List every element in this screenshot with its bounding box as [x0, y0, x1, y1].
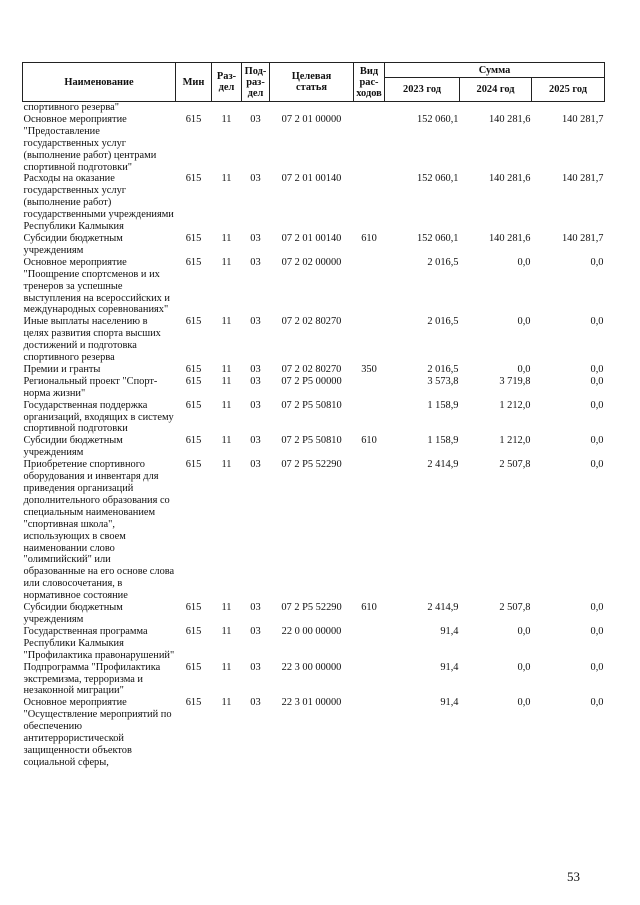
cell-min: 615	[185, 375, 202, 387]
cell-podrazdel: 03	[250, 459, 261, 471]
cell-2024: 1 212,0	[499, 399, 531, 411]
header-podrazdel: Под- раз- дел	[242, 63, 270, 102]
cell-name: Субсидии бюджетным учреждениям	[23, 435, 123, 459]
page-number: 53	[567, 869, 580, 884]
header-target: Целевая статья	[270, 63, 354, 102]
cell-podrazdel: 03	[250, 697, 261, 709]
cell-min: 615	[185, 697, 202, 709]
cell-2025: 140 281,7	[561, 232, 604, 244]
cell-vid	[354, 173, 385, 233]
table-row	[23, 662, 605, 698]
table-row	[23, 376, 605, 400]
cell-min: 615	[185, 232, 202, 244]
cell-razdel: 11	[221, 363, 232, 375]
cell-target: 07 2 P5 52290	[281, 602, 342, 614]
cell-min: 615	[185, 256, 202, 268]
cell-target: 07 2 02 80270	[281, 316, 342, 328]
cell-razdel: 11	[221, 375, 232, 387]
cell-vid	[354, 376, 385, 400]
table-row	[23, 233, 605, 257]
cell-razdel: 11	[221, 435, 232, 447]
cell-podrazdel: 03	[250, 625, 261, 637]
cell-min: 615	[185, 625, 202, 637]
cell-target: 07 2 01 00140	[281, 232, 342, 244]
cell-razdel: 11	[221, 316, 232, 328]
table-row	[23, 697, 605, 768]
header-2025: 2025 год	[532, 78, 605, 102]
cell-razdel: 11	[221, 399, 232, 411]
table-row	[23, 173, 605, 233]
cell-2024: 0,0	[517, 316, 531, 328]
cell-razdel: 11	[221, 602, 232, 614]
cell-target: 07 2 P5 52290	[281, 459, 342, 471]
cell-2024: 2 507,8	[499, 602, 531, 614]
table-row	[23, 114, 605, 174]
cell-vid	[354, 316, 385, 364]
header-razdel: Раз- дел	[212, 63, 242, 102]
cell-2023: 91,4	[440, 697, 459, 709]
cell-min: 615	[185, 363, 202, 375]
cell-podrazdel: 03	[250, 316, 261, 328]
table-row	[23, 364, 605, 376]
cell-vid: 610	[361, 435, 377, 447]
table-row	[23, 102, 605, 114]
cell-2023: 2 016,5	[427, 256, 459, 268]
cell-name: Субсидии бюджетным учреждениям	[23, 602, 123, 625]
cell-2025: 0,0	[590, 316, 604, 328]
cell-2025: 0,0	[590, 363, 604, 375]
header-2023: 2023 год	[385, 78, 460, 102]
cell-podrazdel: 03	[250, 363, 261, 375]
cell-vid: 610	[361, 602, 377, 614]
cell-target: 22 3 00 00000	[281, 661, 342, 673]
table-row	[23, 257, 605, 317]
cell-2024: 2 507,8	[499, 459, 531, 471]
cell-2024: 0,0	[517, 363, 531, 375]
cell-name: Субсидии бюджетным учреждениям	[23, 232, 123, 256]
cell-2025: 0,0	[590, 625, 604, 637]
cell-vid	[354, 400, 385, 436]
cell-min: 615	[185, 399, 202, 411]
cell-2024: 1 212,0	[499, 435, 531, 447]
cell-razdel: 11	[221, 173, 232, 185]
table-row	[23, 400, 605, 436]
cell-target: 22 0 00 00000	[281, 625, 342, 637]
table-row	[23, 626, 605, 662]
cell-2025: 0,0	[590, 435, 604, 447]
cell-2025: 0,0	[590, 459, 604, 471]
cell-podrazdel: 03	[250, 602, 261, 614]
cell-2025: 140 281,7	[561, 113, 604, 125]
cell-min: 615	[185, 173, 202, 185]
cell-vid: 610	[361, 232, 377, 244]
cell-name: Подпрограмма "Профилактика экстремизма, терроризма и незаконной миграции"	[23, 661, 161, 697]
table-body	[23, 102, 605, 769]
cell-target: 07 2 P5 50810	[281, 435, 342, 447]
cell-name: Премии и гранты	[23, 363, 101, 375]
cell-2023: 2 016,5	[427, 363, 459, 375]
cell-name: спортивного резерва"	[23, 102, 119, 113]
cell-target: 07 2 01 00140	[281, 173, 342, 185]
cell-2023: 2 414,9	[427, 459, 459, 471]
cell-vid	[354, 459, 385, 602]
cell-2025: 140 281,7	[561, 173, 604, 185]
cell-razdel: 11	[221, 256, 232, 268]
cell-name: Государственная поддержка организаций, входящих в систему спортивной подготовки	[23, 399, 174, 435]
cell-razdel	[212, 102, 242, 114]
cell-min: 615	[185, 435, 202, 447]
cell-2023: 152 060,1	[416, 232, 459, 244]
cell-name: Иные выплаты населению в целях развития спорта высших достижений и подготовка спортивного резерва	[23, 316, 161, 364]
cell-2024: 3 719,8	[499, 375, 531, 387]
cell-target: 07 2 02 00000	[281, 256, 342, 268]
cell-2025: 0,0	[590, 602, 604, 614]
cell-2024: 140 281,6	[488, 113, 531, 125]
cell-name: Приобретение спортивного оборудования и инвентаря для приведения организаций дополнительного образования со специальным наименованием "спортивная школа", использующих в своем наименовании слово "олимпийский" или образованные на его основе слова или словосочетания, в нормативное состояние	[23, 459, 175, 602]
cell-vid	[354, 662, 385, 698]
cell-name: Региональный проект "Спорт-норма жизни"	[23, 375, 158, 399]
header-min: Мин	[176, 63, 212, 102]
cell-vid	[354, 102, 385, 114]
cell-vid	[354, 257, 385, 317]
cell-2025: 0,0	[590, 256, 604, 268]
cell-2024: 140 281,6	[488, 173, 531, 185]
cell-podrazdel	[242, 102, 270, 114]
cell-2024: 0,0	[517, 256, 531, 268]
cell-name: Государственная программа Республики Калмыкия "Профилактика правонарушений"	[23, 625, 175, 661]
cell-2023	[385, 102, 460, 114]
table-row	[23, 459, 605, 602]
cell-target: 07 2 P5 50810	[281, 399, 342, 411]
cell-target: 07 2 01 00000	[281, 113, 342, 125]
cell-podrazdel: 03	[250, 173, 261, 185]
cell-2023: 91,4	[440, 661, 459, 673]
cell-2023: 1 158,9	[427, 435, 459, 447]
cell-razdel: 11	[221, 697, 232, 709]
table-row	[23, 316, 605, 364]
cell-2024: 0,0	[517, 697, 531, 709]
header-sum: Сумма	[385, 63, 605, 78]
cell-target: 07 2 02 80270	[281, 363, 342, 375]
cell-name: Основное мероприятие "Предоставление государственных услуг (выполнение работ) центрами спортивной подготовки"	[23, 113, 157, 173]
header-vid: Вид рас- ходов	[354, 63, 385, 102]
cell-vid	[354, 626, 385, 662]
cell-2025	[532, 102, 605, 114]
cell-2023: 1 158,9	[427, 399, 459, 411]
cell-min: 615	[185, 459, 202, 471]
cell-2023: 152 060,1	[416, 173, 459, 185]
cell-name: Основное мероприятие "Осуществление мероприятий по обеспечению антитеррористической защищенности объектов социальной сферы,	[23, 697, 172, 768]
cell-podrazdel: 03	[250, 256, 261, 268]
header-2024: 2024 год	[460, 78, 532, 102]
cell-2023: 2 414,9	[427, 602, 459, 614]
cell-2025: 0,0	[590, 661, 604, 673]
cell-podrazdel: 03	[250, 232, 261, 244]
cell-razdel: 11	[221, 113, 232, 125]
header-name: Наименование	[23, 63, 176, 102]
cell-min: 615	[185, 602, 202, 614]
cell-2025: 0,0	[590, 399, 604, 411]
cell-podrazdel: 03	[250, 661, 261, 673]
cell-target: 07 2 P5 00000	[281, 375, 342, 387]
cell-2025: 0,0	[590, 375, 604, 387]
cell-min: 615	[185, 661, 202, 673]
cell-razdel: 11	[221, 232, 232, 244]
cell-2024	[460, 102, 532, 114]
cell-name: Основное мероприятие "Поощрение спортсменов и их тренеров за успешные выступления на всероссийских и международных соревнованиях"	[23, 256, 170, 316]
cell-razdel: 11	[221, 459, 232, 471]
cell-podrazdel: 03	[250, 435, 261, 447]
cell-vid: 350	[361, 363, 377, 375]
cell-min	[176, 102, 212, 114]
cell-podrazdel: 03	[250, 375, 261, 387]
cell-target	[270, 102, 354, 114]
cell-2023: 152 060,1	[416, 113, 459, 125]
cell-podrazdel: 03	[250, 113, 261, 125]
cell-2024: 0,0	[517, 625, 531, 637]
cell-razdel: 11	[221, 661, 232, 673]
cell-vid	[354, 114, 385, 174]
budget-table	[22, 62, 605, 769]
table-header	[23, 63, 605, 102]
cell-min: 615	[185, 316, 202, 328]
table-row	[23, 435, 605, 459]
cell-2023: 3 573,8	[427, 375, 459, 387]
cell-2024: 0,0	[517, 661, 531, 673]
cell-vid	[354, 697, 385, 768]
cell-2023: 2 016,5	[427, 316, 459, 328]
cell-podrazdel: 03	[250, 399, 261, 411]
table-row	[23, 602, 605, 626]
cell-2023: 91,4	[440, 625, 459, 637]
cell-target: 22 3 01 00000	[281, 697, 342, 709]
cell-min: 615	[185, 113, 202, 125]
cell-razdel: 11	[221, 625, 232, 637]
cell-name: Расходы на оказание государственных услуг (выполнение работ) государственными учреждениями Республики Калмыкия	[23, 173, 174, 233]
cell-2025: 0,0	[590, 697, 604, 709]
cell-2024: 140 281,6	[488, 232, 531, 244]
